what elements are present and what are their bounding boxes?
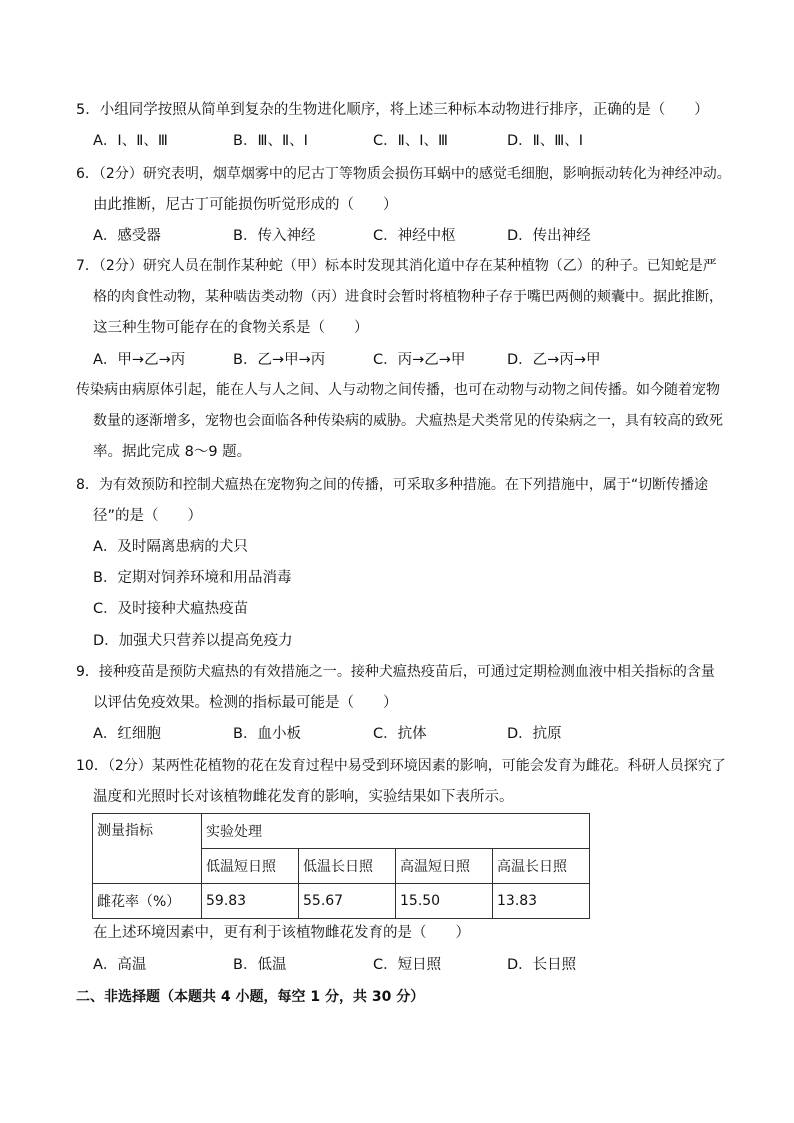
q5-options	[93, 131, 583, 151]
q10-stem-line2: 温度和光照时长对该植物雌花发育的影响，实验结果如下表所示。	[93, 789, 514, 805]
q8-option-c: C．及时接种犬瘟热疫苗	[93, 601, 249, 617]
q8-option-d: D．加强犬只营养以提高免疫力	[93, 633, 293, 649]
q6-stem-line2: 由此推断，尼古丁可能损伤听觉形成的（ ）	[93, 197, 398, 213]
q10-option-d: D．长日照	[507, 957, 577, 973]
q10-question: 在上述环境因素中，更有利于该植物雌花发育的是（ ）	[93, 925, 470, 941]
q5-stem: 5．小组同学按照从简单到复杂的生物进化顺序，将上述三种标本动物进行排序，正确的是（ ）	[76, 102, 709, 118]
q7-option-c: C．丙→乙→甲	[373, 352, 466, 368]
q7-option-a: A．甲→乙→丙	[93, 352, 186, 368]
q7-option-d: D．乙→丙→甲	[507, 352, 601, 368]
q8-stem-line2: 径”的是（ ）	[93, 508, 203, 524]
q8-option-a: A．及时隔离患病的犬只	[93, 539, 248, 555]
q8-stem-line1: 8．为有效预防和控制犬瘟热在宠物狗之间的传播，可采取多种措施。在下列措施中，属于“切断传播途	[76, 477, 709, 493]
q10-option-b: B．低温	[233, 957, 287, 973]
experiment-table	[92, 813, 590, 919]
q9-option-a: A．红细胞	[93, 726, 161, 742]
treatment-cell: 低温短日照	[202, 849, 299, 884]
q5-option-d: D．Ⅱ、Ⅲ、Ⅰ	[507, 133, 584, 149]
q5-option-a: A．Ⅰ、Ⅱ、Ⅲ	[93, 133, 168, 149]
q9-option-b: B．血小板	[233, 726, 301, 742]
q10-options	[93, 955, 576, 975]
q10-option-c: C．短日照	[373, 957, 442, 973]
q6-option-d: D．传出神经	[507, 228, 591, 244]
header-measure: 测量指标	[93, 814, 202, 884]
table-data-row	[93, 884, 590, 919]
value-cell: 13.83	[493, 884, 590, 919]
section2-title: 二、非选择题（本题共 4 小题，每空 1 分，共 30 分）	[76, 989, 425, 1005]
q9-option-c: C．抗体	[373, 726, 427, 742]
passage-line3: 率。据此完成 8～9 题。	[93, 444, 252, 460]
q8-option-b: B．定期对饲养环境和用品消毒	[93, 570, 292, 586]
value-cell: 59.83	[202, 884, 299, 919]
q9-options	[93, 724, 562, 744]
q7-stem-line1: 7．（2分）研究人员在制作某种蛇（甲）标本时发现其消化道中存在某种植物（乙）的种子。已知蛇是严	[76, 258, 717, 274]
q10-option-a: A．高温	[93, 957, 147, 973]
q5-option-c: C．Ⅱ、Ⅰ、Ⅲ	[373, 133, 449, 149]
q7-option-b: B．乙→甲→丙	[233, 352, 326, 368]
passage-line2: 数量的逐渐增多，宠物也会面临各种传染病的威胁。犬瘟热是犬类常见的传染病之一，具有较高的致死	[93, 413, 723, 429]
q7-stem-line2: 格的肉食性动物，某种啮齿类动物（丙）进食时会暂时将植物种子存于嘴巴两侧的颊囊中。据此推断，	[93, 289, 723, 305]
q9-option-d: D．抗原	[507, 726, 562, 742]
value-cell: 15.50	[396, 884, 493, 919]
q9-stem-line1: 9．接种疫苗是预防犬瘟热的有效措施之一。接种犬瘟热疫苗后，可通过定期检测血液中相关指标的含量	[76, 664, 715, 680]
q7-stem-line3: 这三种生物可能存在的食物关系是（ ）	[93, 320, 369, 336]
q6-option-c: C．神经中枢	[373, 228, 456, 244]
treatment-cell: 高温长日照	[493, 849, 590, 884]
q6-option-b: B．传入神经	[233, 228, 316, 244]
q6-stem-line1: 6．（2分）研究表明，烟草烟雾中的尼古丁等物质会损伤耳蜗中的感觉毛细胞，影响振动转化为神经冲动。	[76, 166, 731, 182]
header-treatment: 实验处理	[202, 814, 590, 849]
q7-options	[93, 350, 600, 370]
q10-stem-line1: 10．（2分）某两性花植物的花在发育过程中易受到环境因素的影响，可能会发育为雌花。科研人员探究了	[76, 758, 726, 774]
treatment-cell: 高温短日照	[396, 849, 493, 884]
treatment-cell: 低温长日照	[299, 849, 396, 884]
table-header-row	[93, 814, 590, 849]
value-cell: 55.67	[299, 884, 396, 919]
q6-option-a: A．感受器	[93, 228, 161, 244]
q5-option-b: B．Ⅲ、Ⅱ、Ⅰ	[233, 133, 308, 149]
passage-line1: 传染病由病原体引起，能在人与人之间、人与动物之间传播，也可在动物与动物之间传播。如今随着宠物	[76, 382, 720, 398]
row-label: 雌花率（%）	[93, 884, 202, 919]
q9-stem-line2: 以评估免疫效果。检测的指标最可能是（ ）	[93, 695, 398, 711]
q6-options	[93, 226, 591, 246]
